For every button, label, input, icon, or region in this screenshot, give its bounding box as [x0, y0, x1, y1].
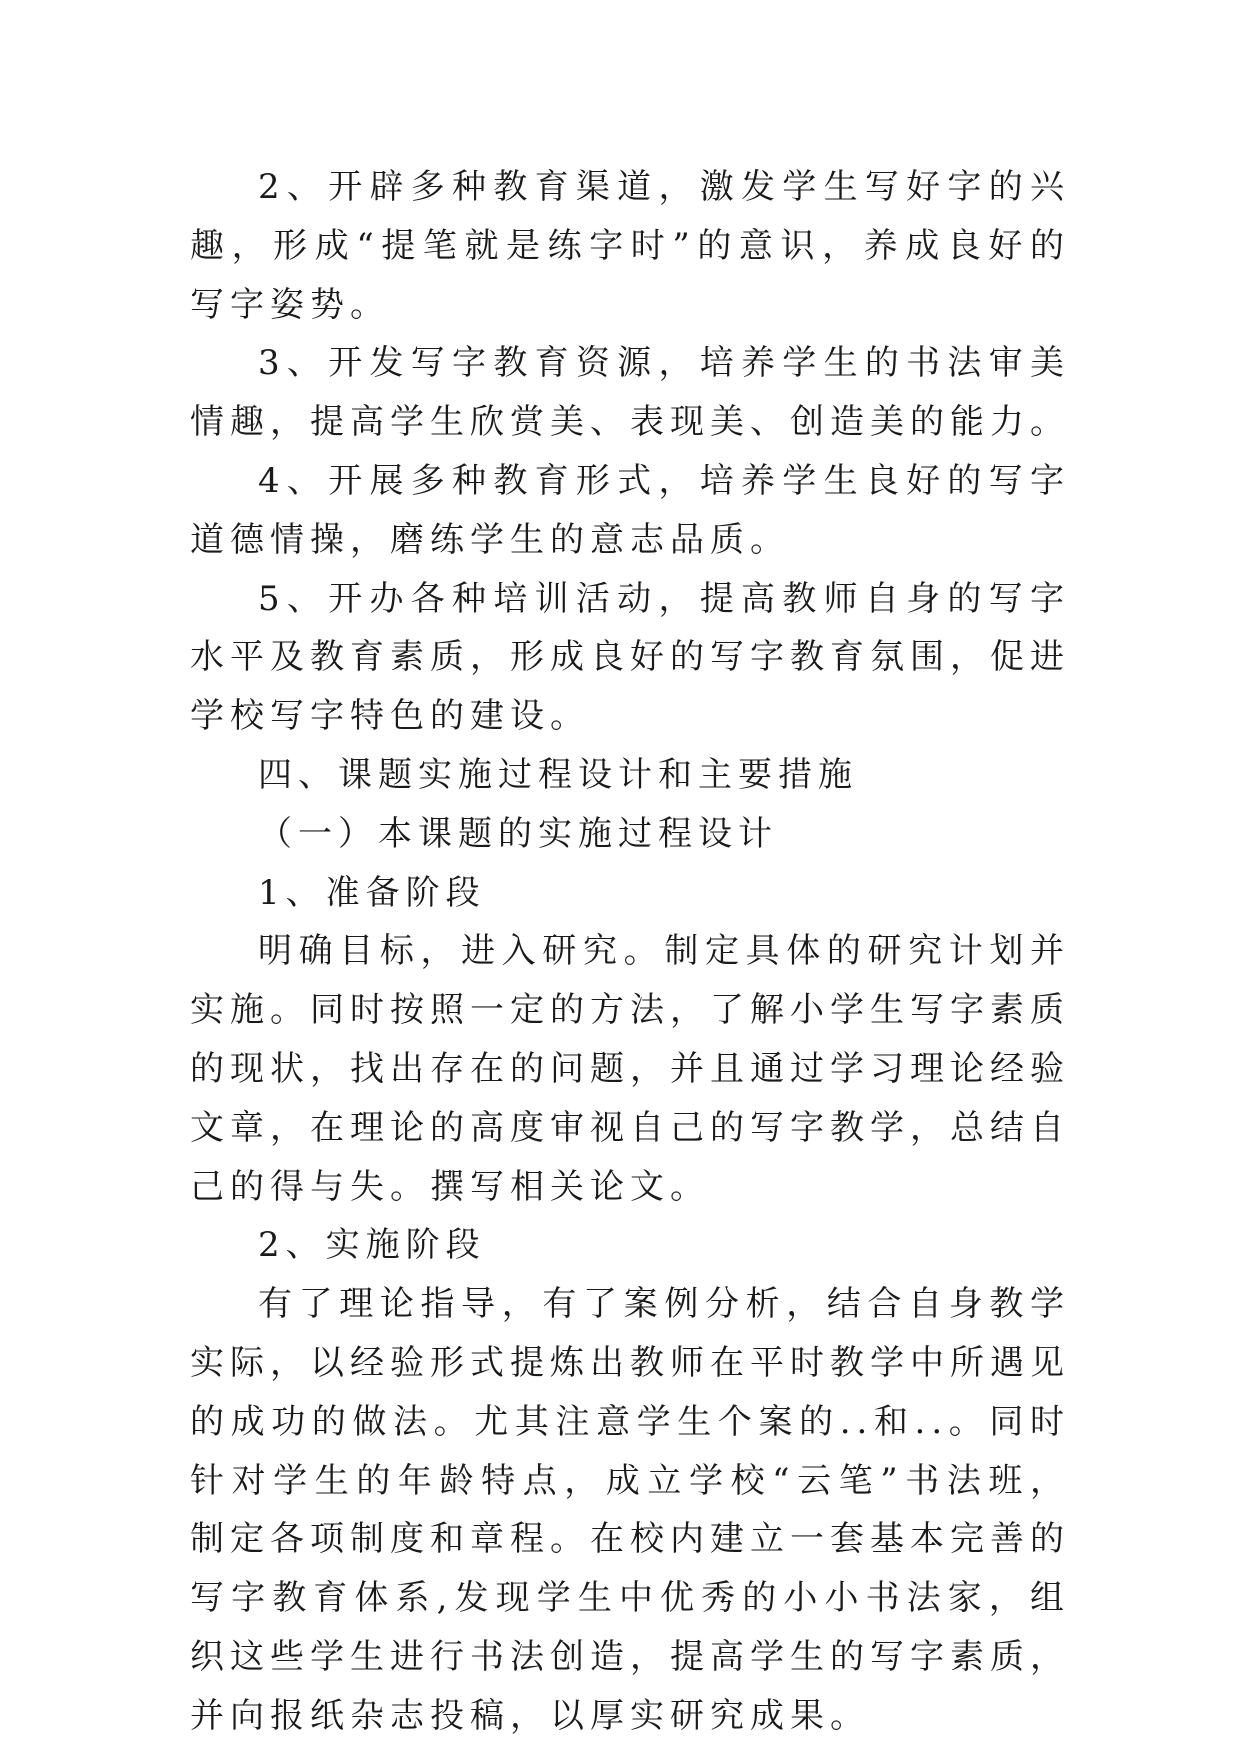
paragraph-goal-3: 3、开发写字教育资源，培养学生的书法审美情趣，提高学生欣赏美、表现美、创造美的能力。 — [190, 343, 1070, 443]
paragraph-goal-2: 2、开辟多种教育渠道，激发学生写好字的兴趣，形成“提笔就是练字时”的意识，养成良好的写字姿势。 — [190, 167, 1070, 325]
paragraph-goal-4: 4、开展多种教育形式，培养学生良好的写字道德情操，磨练学生的意志品质。 — [190, 460, 1070, 560]
stage-heading-preparation: 1、准备阶段 — [258, 872, 486, 913]
subsection-heading-1: （一）本课题的实施过程设计 — [258, 813, 778, 854]
stage-heading-implementation: 2、实施阶段 — [258, 1225, 486, 1266]
document-body — [190, 158, 1070, 1746]
section-heading-4: 四、课题实施过程设计和主要措施 — [258, 754, 858, 795]
paragraph-goal-5: 5、开办各种培训活动，提高教师自身的写字水平及教育素质，形成良好的写字教育氛围，促进学校写字特色的建设。 — [190, 578, 1070, 737]
paragraph-preparation: 明确目标，进入研究。制定具体的研究计划并实施。同时按照一定的方法，了解小学生写字素质的现状，找出存在的问题，并且通过学习理论经验文章，在理论的高度审视自己的写字教学，总结自己的得与失。撰写相关论文。 — [190, 931, 1070, 1207]
paragraph-implementation: 有了理论指导，有了案例分析，结合自身教学实际，以经验形式提炼出教师在平时教学中所遇见的成功的做法。尤其注意学生个案的..和..。同时针对学生的年龄特点，成立学校“云笔”书法班，制定各项制度和章程。在校内建立一套基本完善的写字教育体系,发现学生中优秀的小小书法家，组织这些学生进行书法创造，提高学生的写字素质，并向报纸杂志投稿，以厚实研究成果。 — [190, 1284, 1070, 1736]
